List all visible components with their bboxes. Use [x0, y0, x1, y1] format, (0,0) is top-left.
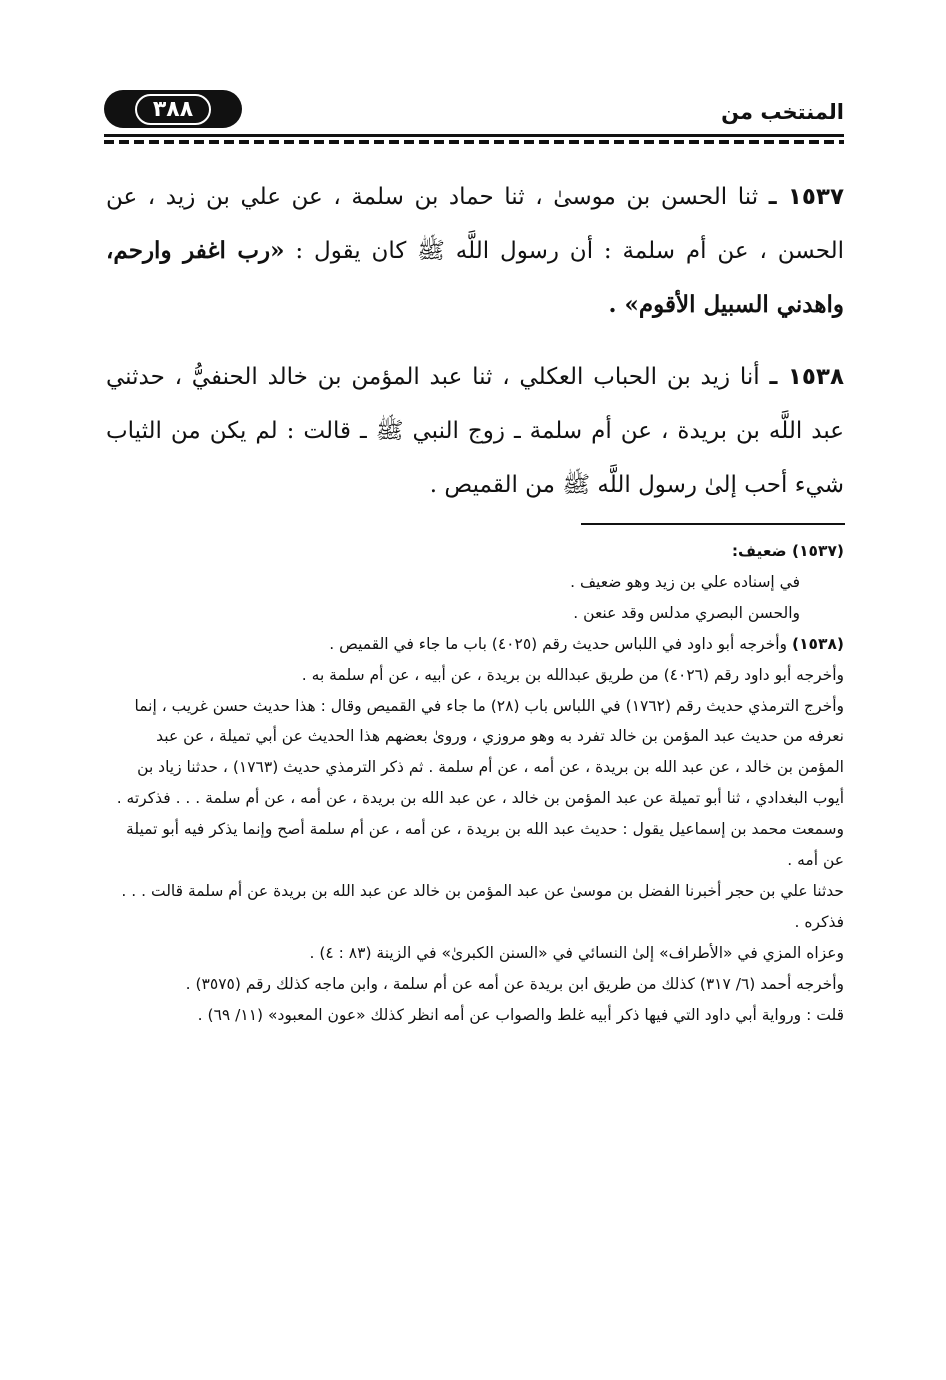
hadith-number: ١٥٣٧ ـ — [768, 184, 844, 210]
hadith-entry-1537 — [106, 170, 844, 332]
footnote-paragraph: وأخرج الترمذي حديث رقم (١٧٦٢) في اللباس باب (٢٨) ما جاء في القميص وقال : هذا حديث حسن غريب ، إنما نعرفه من حديث عبد المؤمن بن خالد تفرد به وهو مروزي ، وروىٰ بعضهم هذا الحديث عن أبي تميلة ، عن عبد المؤمن بن خالد ، عن عبد الله بن بريدة ، عن أمه ، عن أم سلمة . ثم ذكر الترمذي حديث (١٧٦٣) ، حدثنا زياد بن أيوب البغدادي ، ثنا أبو تميلة عن عبد المؤمن بن خالد ، عن عبد الله بن بريدة ، عن أمه ، عن أم سلمة . . . فذكرته . — [116, 696, 844, 808]
header-dashed-rule — [104, 140, 844, 144]
footnotes — [108, 536, 844, 1031]
footnote-1538-number: (١٥٣٨) — [791, 634, 844, 653]
page-number: ٣٨٨ — [135, 94, 211, 125]
page-number-badge — [104, 90, 242, 128]
footnote-line: وأخرجه أبو داود في اللباس حديث رقم (٤٠٢٥) باب ما جاء في القميص . — [329, 634, 788, 653]
footnote-paragraph: قلت : ورواية أبي داود التي فيها ذكر أبيه غلط والصواب عن أمه انظر كذلك «عون المعبود» (١١/ ٦٩) . — [197, 1005, 844, 1024]
hadith-text: ثنا الحسن بن موسىٰ ، ثنا حماد بن سلمة ، عن علي بن زيد ، عن الحسن ، عن أم سلمة : أن رسول اللَّه ﷺ كان يقول : — [106, 184, 844, 264]
footnote-paragraph: وأخرجه أحمد (٦/ ٣١٧) كذلك من طريق ابن بريدة عن أمه عن أم سلمة ، وابن ماجه كذلك رقم (٣٥٧٥) . — [185, 974, 844, 993]
running-title: المنتخب من — [721, 100, 844, 124]
footnote-paragraph: حدثنا علي بن حجر أخبرنا الفضل بن موسىٰ عن عبد المؤمن بن خالد عن عبد الله بن بريدة عن أم سلمة قالت . . . فذكره . — [121, 881, 844, 931]
hadith-text: أنا زيد بن الحباب العكلي ، ثنا عبد المؤمن بن خالد الحنفيُّ ، حدثني عبد اللَّه بن بريدة ، عن أم سلمة ـ زوج النبي ﷺ ـ قالت : لم يكن من الثياب شيء أحب إلىٰ رسول اللَّه ﷺ من القميص . — [106, 364, 844, 498]
footnote-line: وأخرجه أبو داود رقم (٤٠٢٦) من طريق عبدالله بن بريدة ، عن أبيه ، عن أم سلمة به . — [301, 665, 844, 684]
hadith-entry-1538 — [106, 350, 844, 512]
main-text — [106, 170, 844, 530]
footnote-1538-first-line — [108, 629, 844, 660]
page-header — [104, 84, 844, 146]
footnote-paragraph: وسمعت محمد بن إسماعيل يقول : حديث عبد الله بن بريدة ، عن أمه ، عن أم سلمة أصح وإنما يذكر فيه أبو تميلة عن أمه . — [126, 820, 844, 870]
hadith-number: ١٥٣٨ ـ — [769, 364, 845, 390]
footnote-line: في إسناده علي بن زيد وهو ضعيف . — [570, 572, 800, 591]
footnote-line: والحسن البصري مدلس وقد عنعن . — [573, 603, 800, 622]
hadith-quote: «رب اغفر وارحم، واهدني السبيل الأقوم» . — [106, 237, 844, 318]
footnote-1537-heading: (١٥٣٧) ضعيف: — [731, 542, 844, 560]
footnote-separator — [581, 523, 845, 525]
footnote-paragraph: وعزاه المزي في «الأطراف» إلىٰ النسائي في «السنن الكبرىٰ» في الزينة (٨٣ : ٤) . — [309, 943, 844, 962]
header-rule — [104, 134, 844, 137]
